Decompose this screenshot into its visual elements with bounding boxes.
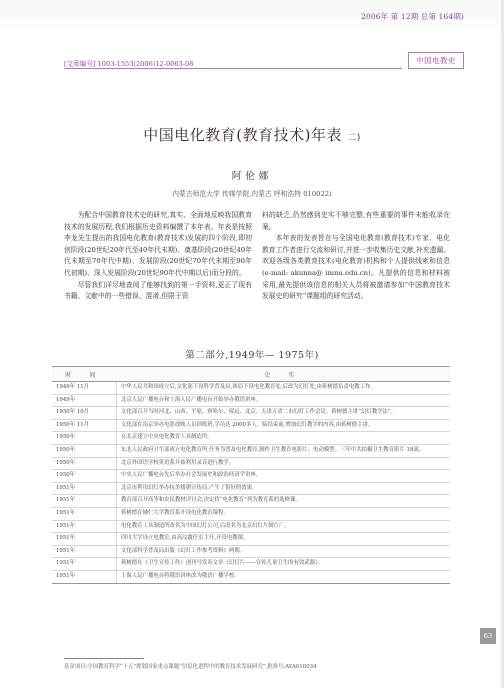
author: 阿伦娜 (231, 171, 273, 182)
table-row (52, 520, 450, 533)
time-cell: 1949年 (52, 394, 117, 407)
event-cell: 电化教育工具制造所改名为中国幻灯公司,后改名为北京幻灯片制片厂。 (117, 520, 451, 533)
event-cell: 中华人民共和国成立后,文化部下设科学普及局,该局下设电化教育处,后改为幻灯处,由蒋树德负责电教工作。 (117, 382, 451, 395)
table-row (52, 407, 450, 420)
table-row (52, 507, 450, 520)
table-row (52, 382, 450, 395)
table-row (52, 570, 450, 583)
table-row (52, 558, 450, 571)
table-row (52, 495, 450, 508)
time-cell: 1951年 (52, 558, 117, 571)
table-row (52, 444, 450, 457)
time-cell: 1950年 11月 (52, 419, 117, 432)
footnote-rule (64, 658, 144, 659)
time-cell: 1950年 (52, 457, 117, 470)
time-cell: 1949年 11月 (52, 382, 117, 395)
event-cell: 在北京建立中央电化教育工具制造所。 (117, 432, 451, 445)
table-row (52, 533, 450, 546)
title-main: 中国电化教育(教育技术)年表 (143, 126, 342, 144)
affiliation: 内蒙古师范大学 传媒学院,内蒙古 呼和浩特 010022) (172, 190, 332, 198)
issue-line: 2006年 第 12期 总第 164期) (361, 12, 464, 21)
event-cell: 中央人民广播电台先后举办社会发展史和政治经济学讲座。 (117, 470, 451, 483)
header-rule (64, 68, 402, 69)
column-header-time: 时 间 (52, 367, 117, 382)
column-header-event: 史 实 (117, 367, 451, 382)
paragraph: 尽管我们详尽地查阅了能够找到的第一手资料,更正了现有书籍、文献中的一些错误、混淆,但限于资 (64, 280, 252, 301)
footnote: 基金项目:全国教育科学“十五”规划国家重点课题“信息化进程中的教育技术发展研究”,批准号:AYA010034 (64, 664, 317, 670)
table-row (52, 457, 450, 470)
event-cell: 蒋树德在辅仁大学教育系开设电化教育课程。 (117, 507, 451, 520)
event-cell: 东北人民政府卫生部成立电化教育所,任务为普及电化教育,制作卫生教育电影片、电动模型。三年中共拍摄卫生教育影片 18部。 (117, 444, 451, 457)
page-number: 63 (480, 628, 496, 644)
time-cell: 1951年 (52, 533, 117, 546)
table-row (52, 432, 450, 445)
table-header-row (52, 367, 450, 382)
table-row (52, 394, 450, 407)
column-tag: 中国电教史 (408, 52, 464, 69)
paragraph: 料的缺乏,仍然感到史实不够完整,有些重要的事件未能收录在案。 (262, 211, 450, 231)
event-cell: 上海人民广播电台将俄语讲座改为俄语广播学校。 (117, 570, 451, 583)
event-cell: 北京外国语学校英语系开始利用录音进行教学。 (117, 457, 451, 470)
event-cell: 四川大学设立电教室,由高汶鑫任室主任,开设电教课。 (117, 533, 451, 546)
table-row (52, 419, 450, 432)
title-part: 二) (347, 133, 361, 143)
paragraph: 本年表的发表旨在与全国电化教育(教育技术)专家、电化教育工作者进行交流和研讨,并进一步收集历史文献,补充遗漏。欢迎各级各类教育技术(电化教育)机构和个人提供线索和信息(e-mail: akunna@ imnu.edu.cn)。凡提供的信息和材料被采用,最先提供该信息的相关人员将被邀请参加“中国教育技术发展史的研究”课题组的研究活动。 (262, 234, 450, 301)
event-cell: 北京市利用幻灯举办抗美援朝宣传局,产生了很好的效果。 (117, 482, 451, 495)
event-cell: 文化部召开当时河北、山西、平原、察哈尔、绥远、北京、天津五省二市幻灯工作会议。蒋树德主讲“幻灯教学法”。 (117, 407, 451, 420)
intro-left-column (64, 210, 252, 303)
time-cell: 1951年 (52, 520, 117, 533)
table-row (52, 470, 450, 483)
event-cell: 教育部召开高等和农民教材评讨会,决定将“电化教育”列为教育系的选修课。 (117, 495, 451, 508)
chronology-table (52, 366, 450, 584)
paragraph: 为配合中国教育技术史的研究,真实、全面地反映我国教育技术的发展历程,我们根据历史资料编撰了本年表。年表是按照李龙先生提出的我国电化教育(教育技术)发展的四个阶段,即初创阶段(20世纪20年代至40年代末期)、奠基阶段(20世纪40年代末期至70年代中期)、发展阶段(20世纪70年代末期至90年代初期)、深入发展阶段(20世纪90年代中期以后)而分段的。 (64, 211, 252, 277)
time-cell: 1951年 (52, 570, 117, 583)
time-cell: 1951年 (52, 482, 117, 495)
table-row (52, 482, 450, 495)
event-cell: 文化部在南京举办电影放映人员训练班,学员达 2000多人。临结束前,增加幻灯教学的内容,由蒋树德主讲。 (117, 419, 451, 432)
time-cell: 1951年 (52, 495, 117, 508)
time-cell: 1950年 (52, 470, 117, 483)
time-cell: 1950年 10月 (52, 407, 117, 420)
time-cell: 1951年 (52, 507, 117, 520)
event-cell: 文化部科学普及局出版《幻灯工作参考资料》两期。 (117, 545, 451, 558)
article-title (0, 124, 504, 145)
time-cell: 1951年 (52, 545, 117, 558)
table-row (52, 545, 450, 558)
document-id: [文章编号] 1003-1553(2006)12-0063-08 (64, 60, 194, 68)
event-cell: 蒋树德在《卫生宣传工作》创刊号发表文章《幻灯片——宣传儿童卫生的有效武器》。 (117, 558, 451, 571)
section-title: 第二部分,1949年— 1975年) (185, 350, 319, 361)
time-cell: 1950年 (52, 432, 117, 445)
event-cell: 北京人民广播电台和上海人民广播电台开始举办俄语讲座。 (117, 394, 451, 407)
time-cell: 1950年 (52, 444, 117, 457)
intro-right-column (262, 210, 450, 303)
